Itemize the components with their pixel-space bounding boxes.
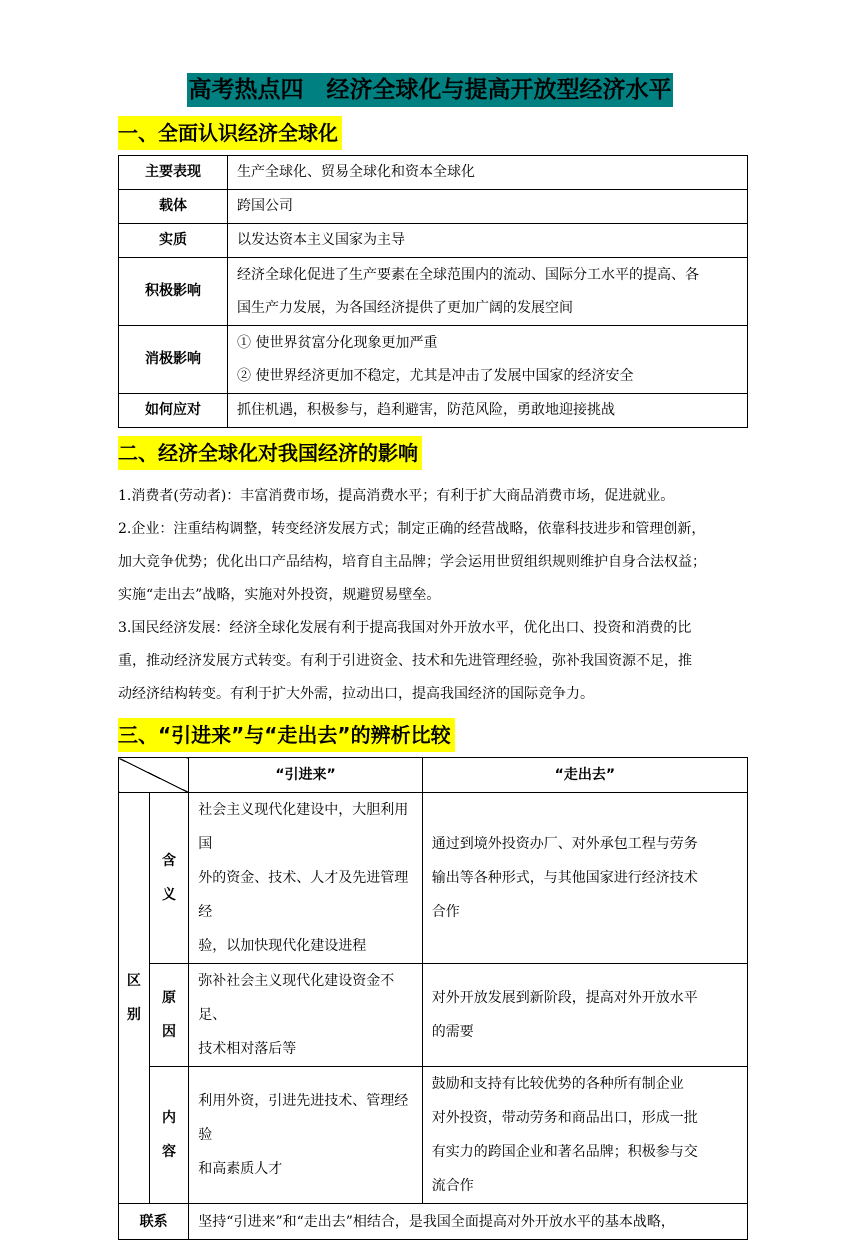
row-label: 载体 <box>119 190 228 224</box>
row-value: 跨国公司 <box>228 190 748 224</box>
section-1-heading: 一、全面认识经济全球化 <box>118 116 342 150</box>
line: 输出等各种形式，与其他国家进行经济技术 <box>431 870 698 886</box>
cell-go-out <box>422 964 747 1067</box>
group-label-difference <box>119 793 150 1204</box>
char: 含 <box>162 853 176 869</box>
cell-connection: 坚持“引进来”和“走出去”相结合，是我国全面提高对外开放水平的基本战略， <box>189 1204 748 1240</box>
char: 义 <box>162 887 176 903</box>
line: 外的资金、技术、人才及先进管理经 <box>198 870 409 920</box>
char: 因 <box>162 1024 176 1040</box>
row-label-reason <box>149 964 189 1067</box>
globalization-overview-table <box>118 155 748 428</box>
line: 弥补社会主义现代化建设资金不足、 <box>198 973 395 1023</box>
row-label: 主要表现 <box>119 156 228 190</box>
row-label-content <box>149 1067 189 1204</box>
cell-bring-in <box>189 1067 422 1204</box>
row-value <box>228 258 748 326</box>
paragraph-enterprise <box>118 513 748 612</box>
line: 有实力的跨国企业和著名品牌；积极参与交 <box>431 1144 698 1160</box>
line: 实施“走出去”战略，实施对外投资，规避贸易壁垒。 <box>118 587 441 603</box>
row-label: 如何应对 <box>119 394 228 428</box>
line: 通过到境外投资办厂、对外承包工程与劳务 <box>431 836 698 852</box>
row-label-connection: 联系 <box>119 1204 189 1240</box>
line: 和高素质人才 <box>198 1161 283 1177</box>
line: 加大竞争优势；优化出口产品结构，培育自主品牌；学会运用世贸组织规则维护自身合法权益； <box>118 554 706 570</box>
row-label: 实质 <box>119 224 228 258</box>
line: 利用外资，引进先进技术、管理经验 <box>198 1093 409 1143</box>
line: 合作 <box>431 904 460 920</box>
row-value <box>228 326 748 394</box>
column-header-go-out: “走出去” <box>422 758 747 793</box>
cell-go-out <box>422 1067 747 1204</box>
line: 验，以加快现代化建设进程 <box>198 938 367 954</box>
paragraph-consumer <box>118 480 748 513</box>
line: 流合作 <box>431 1178 474 1194</box>
line: 技术相对落后等 <box>198 1041 297 1057</box>
line: 鼓励和支持有比较优势的各种所有制企业 <box>431 1076 684 1092</box>
section-2-heading: 二、经济全球化对我国经济的影响 <box>118 436 422 470</box>
char: 容 <box>162 1144 176 1160</box>
cell-bring-in <box>189 793 422 964</box>
page-title: 高考热点四 经济全球化与提高开放型经济水平 <box>187 73 673 107</box>
comparison-table <box>118 757 748 1240</box>
diagonal-header-cell <box>119 758 189 793</box>
line: 社会主义现代化建设中，大胆利用国 <box>198 802 409 852</box>
line: 2.企业：注重结构调整，转变经济发展方式；制定正确的经营战略，依靠科技进步和管理创新， <box>118 521 706 537</box>
row-label: 积极影响 <box>119 258 228 326</box>
line: 1.消费者(劳动者)：丰富消费市场，提高消费水平；有利于扩大商品消费市场，促进就业。 <box>118 488 675 504</box>
line: 3.国民经济发展：经济全球化发展有利于提高我国对外开放水平，优化出口、投资和消费的比 <box>118 620 692 636</box>
char: 内 <box>162 1110 176 1126</box>
section-3-heading: 三、“引进来”与“走出去”的辨析比较 <box>118 718 455 752</box>
char: 区 <box>126 973 141 989</box>
paragraph-national-economy <box>118 612 748 711</box>
line: 的需要 <box>431 1024 474 1040</box>
line: ① 使世界贫富分化现象更加严重 <box>237 334 438 351</box>
line: 经济全球化促进了生产要素在全球范围内的流动、国际分工水平的提高、各 <box>237 266 699 283</box>
char: 原 <box>162 990 176 1006</box>
row-label: 消极影响 <box>119 326 228 394</box>
char: 别 <box>126 1007 141 1023</box>
line: 国生产力发展，为各国经济提供了更加广阔的发展空间 <box>237 299 573 316</box>
row-value: 以发达资本主义国家为主导 <box>228 224 748 258</box>
line: 动经济结构转变。有利于扩大外需，拉动出口，提高我国经济的国际竞争力。 <box>118 686 594 702</box>
row-value: 抓住机遇，积极参与，趋利避害，防范风险，勇敢地迎接挑战 <box>228 394 748 428</box>
cell-bring-in <box>189 964 422 1067</box>
line: 重，推动经济发展方式转变。有利于引进资金、技术和先进管理经验，弥补我国资源不足，推 <box>118 653 692 669</box>
row-value: 生产全球化、贸易全球化和资本全球化 <box>228 156 748 190</box>
column-header-bring-in: “引进来” <box>189 758 422 793</box>
line: 对外开放发展到新阶段，提高对外开放水平 <box>431 990 698 1006</box>
cell-go-out <box>422 793 747 964</box>
row-label-meaning <box>149 793 189 964</box>
line: 对外投资，带动劳务和商品出口，形成一批 <box>431 1110 698 1126</box>
line: ② 使世界经济更加不稳定，尤其是冲击了发展中国家的经济安全 <box>237 367 634 384</box>
